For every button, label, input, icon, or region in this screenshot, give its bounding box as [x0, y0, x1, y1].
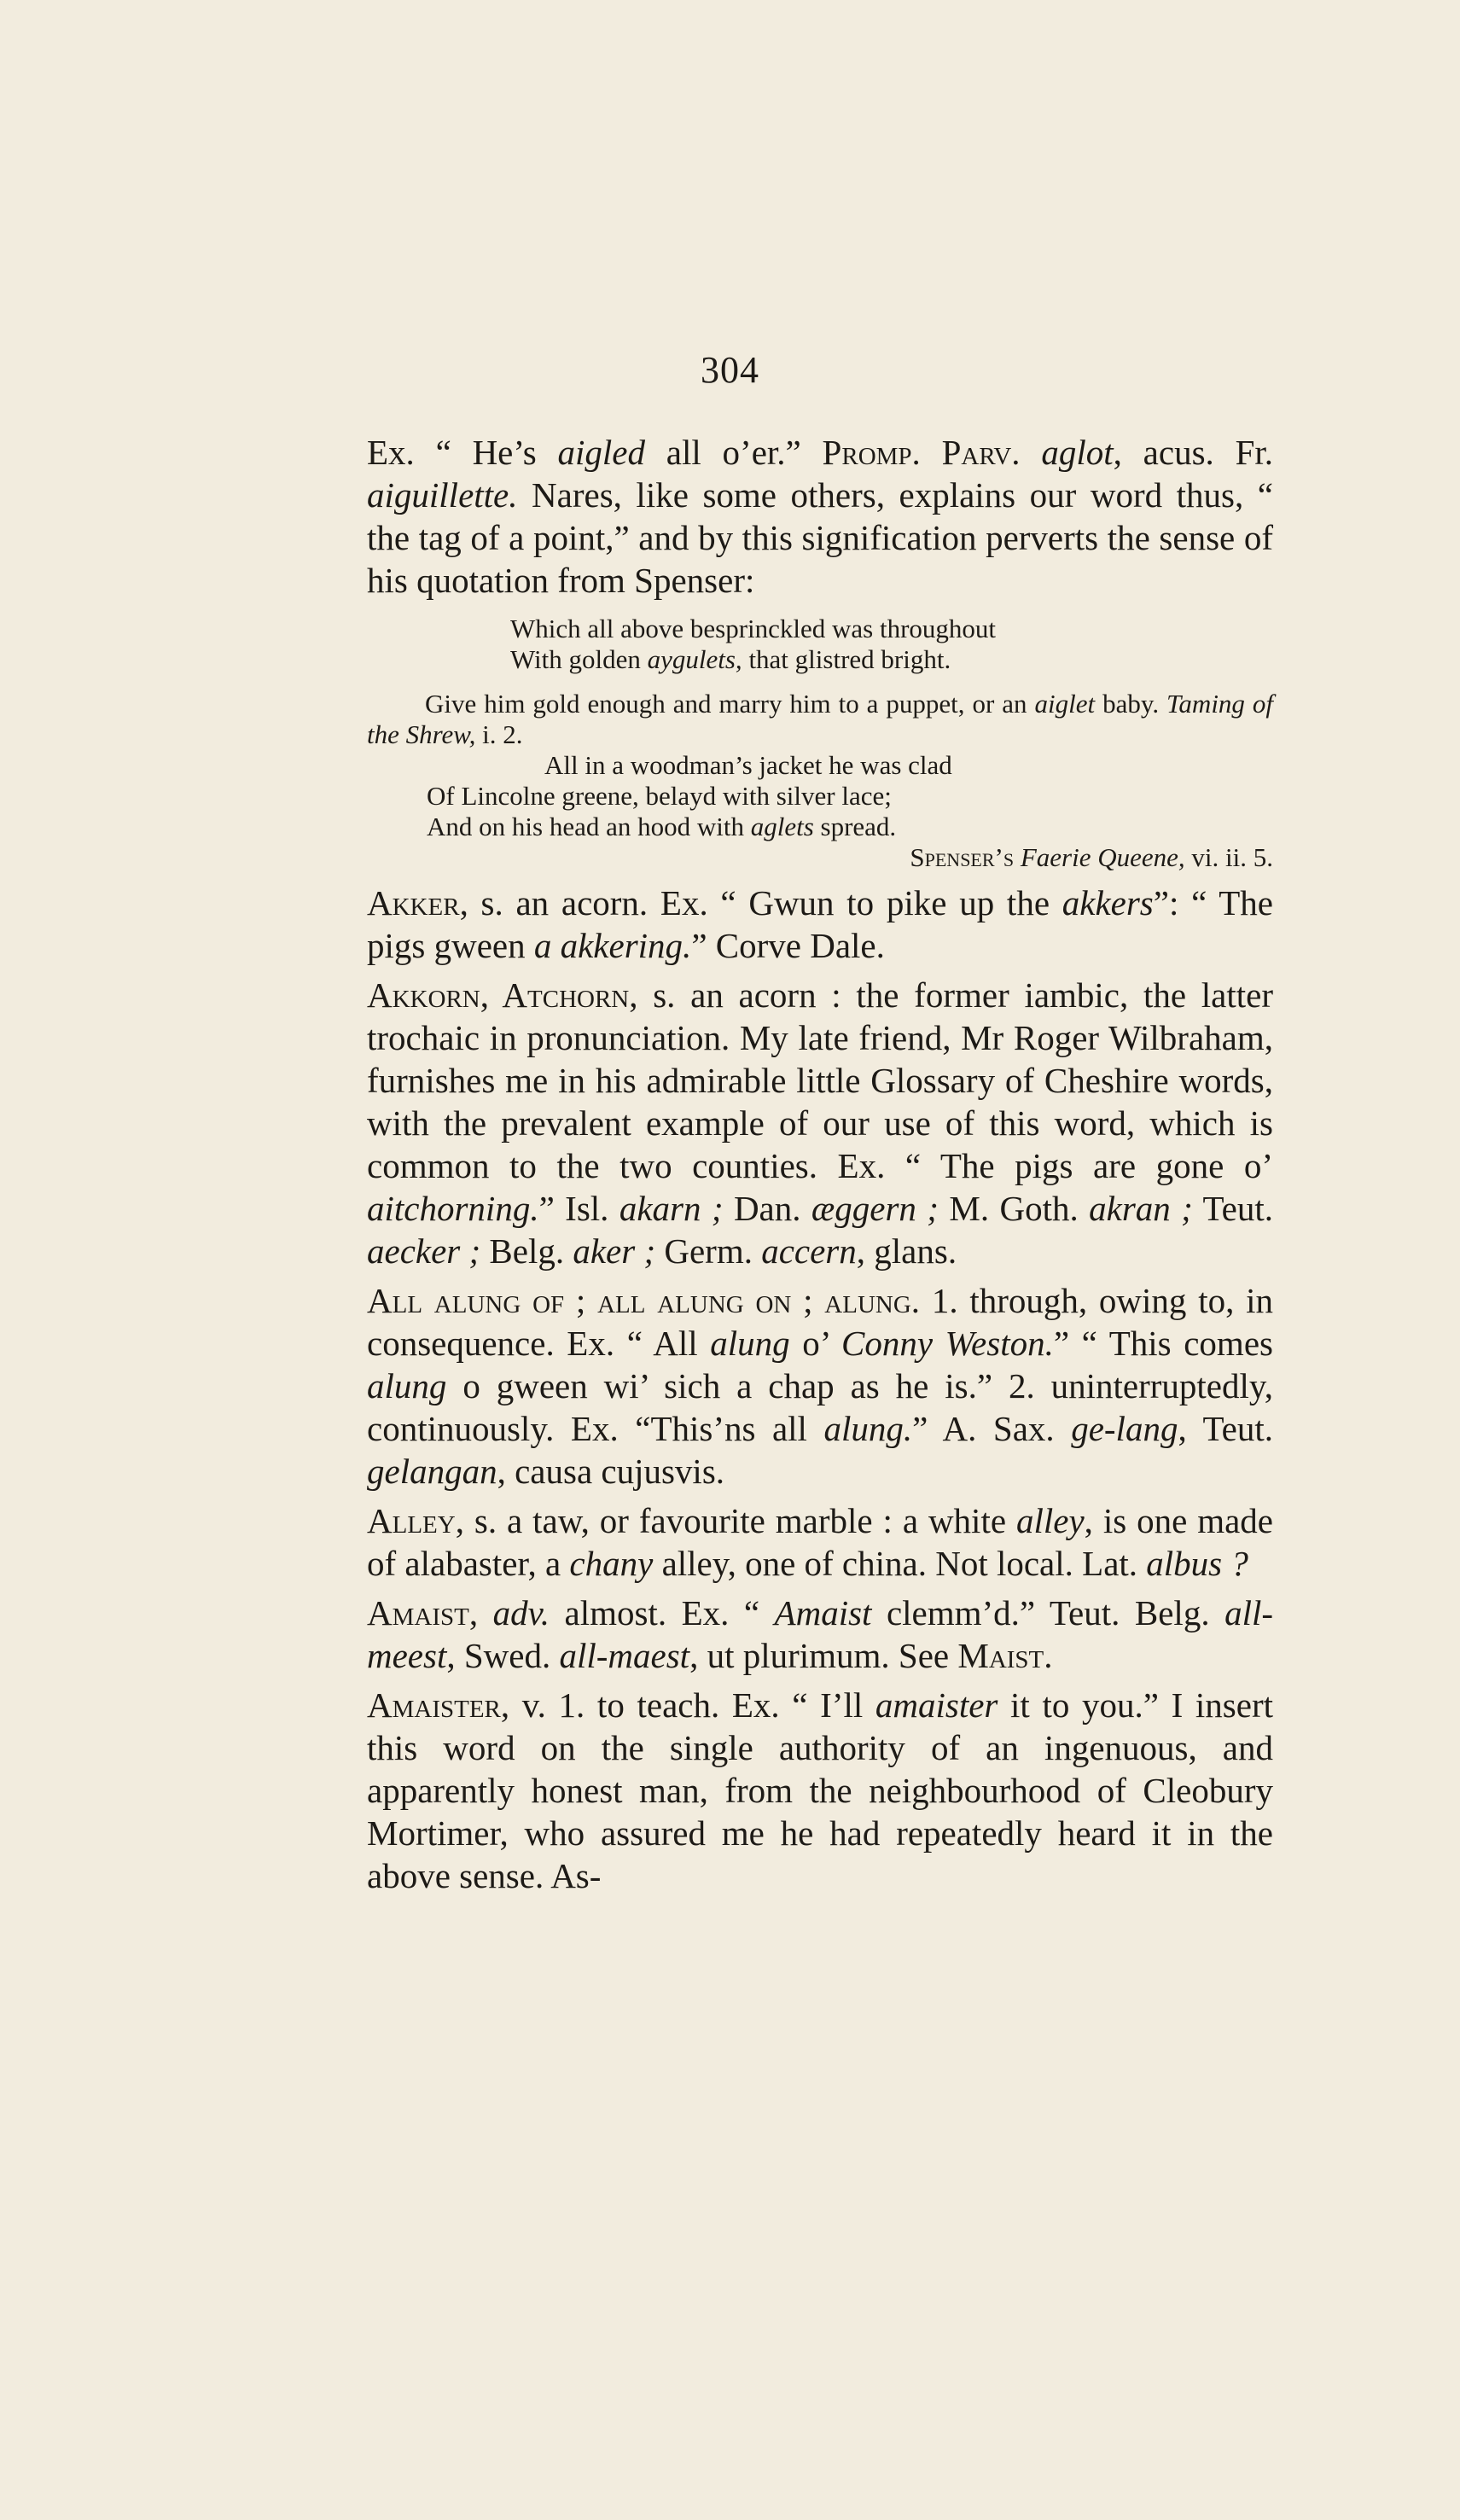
text-run: 1. through, owing to, in consequence. Ex. “ All [367, 1281, 1274, 1363]
italic-word: akran ; [1089, 1189, 1193, 1228]
italic-word: aygulets, [647, 644, 742, 674]
italic-word: aglot [1041, 433, 1114, 472]
quote-line: All in a woodman’s jacket he was clad [544, 750, 952, 780]
text-run: Dan. [723, 1189, 811, 1228]
headword: Amaister [367, 1685, 501, 1725]
quote-line [367, 644, 1273, 675]
author-name: Spenser’s [910, 842, 1015, 872]
headword: Akker [367, 883, 460, 922]
entry-alley [367, 1499, 1273, 1585]
italic-word: chany [569, 1544, 654, 1583]
italic-word: Conny Weston. [841, 1324, 1054, 1363]
italic-word: alung. [823, 1409, 913, 1448]
italic-word: Amaist [774, 1593, 872, 1632]
headword: All alung of ; all alung on ; alung. [367, 1281, 921, 1320]
italic-word: aecker ; [367, 1231, 481, 1271]
text-run: M. Goth. [938, 1189, 1090, 1228]
italic-word: aiglet [1034, 689, 1096, 719]
headword: Amaist [367, 1593, 469, 1632]
text-run: , s. an acorn : the former iambic, the latter trochaic in pronunciation. My late friend, Mr Roger Wilbraham, furnishes me in his admirable little Glossary of Cheshire words, with the prevalent example of our use of this word, which is common to the two counties. Ex. “ The pigs are gone o’ [367, 975, 1273, 1185]
headword: Alley [367, 1501, 456, 1540]
italic-word: aglets [750, 812, 814, 841]
text-run: Ex. “ He’s [367, 433, 558, 472]
text-run: , Swed. [446, 1636, 560, 1675]
text-run: i. 2. [475, 719, 523, 749]
italic-word: akkers [1062, 883, 1154, 922]
text-run: Nares, like some others, explains our word thus, “ the tag of a point,” and by this signification perverts the sense of his quotation from Spenser: [367, 475, 1273, 600]
text-run: baby. [1095, 689, 1167, 719]
entry-akkorn [367, 974, 1273, 1272]
text-run: vi. ii. 5. [1184, 842, 1273, 872]
text-run: o gween wi’ sich a chap as he is.” 2. uninterruptedly, continuously. Ex. “This’ns all [367, 1366, 1273, 1448]
italic-word: aigled [557, 433, 645, 472]
text-run: Teut. [1192, 1189, 1274, 1228]
source-citation: Promp. Parv. [822, 433, 1021, 472]
italic-word: Faerie Queene, [1014, 842, 1185, 872]
text-run: ” A. Sax. [912, 1409, 1072, 1448]
italic-word: Taming of the Shrew, [367, 689, 1274, 749]
italic-word: æggern ; [811, 1189, 939, 1228]
text-run: all o’er.” [645, 433, 823, 472]
text-run: , Teut. [1178, 1409, 1273, 1448]
text-run: alley, one of china. Not local. Lat. [653, 1544, 1147, 1583]
quote-line: Of Lincolne greene, belayd with silver lace; [427, 781, 892, 811]
text-run: o’ [789, 1324, 842, 1363]
italic-word: albus ? [1146, 1544, 1248, 1583]
text-run: And on his head an hood with [427, 812, 751, 841]
italic-word: gelangan [367, 1452, 497, 1491]
quote-prose [367, 689, 1273, 750]
text-run: spread. [813, 812, 897, 841]
text-run: ” “ This comes [1053, 1324, 1273, 1363]
quote-line: Which all above besprinckled was throughout [510, 614, 997, 643]
text-run: , glans. [856, 1231, 957, 1271]
text-run: , s. an acorn. Ex. “ Gwun to pike up the [459, 883, 1062, 922]
text-run: , s. a taw, or favourite marble : a white [455, 1501, 1016, 1540]
text-run: With golden [510, 644, 648, 674]
italic-word: all-meest [367, 1593, 1273, 1675]
italic-word: a akkering. [533, 926, 692, 965]
text-run: it to you.” I insert this word on the single authority of an ingenuous, and apparently honest man, from the neighbourhood of Cleobury Mortimer, who assured me he had repeatedly heard it in the above sense. As- [367, 1685, 1273, 1895]
italic-word: all-maest [559, 1636, 690, 1675]
text-run: , ut plurimum. See [689, 1636, 958, 1675]
italic-word: aiguillette. [367, 475, 518, 515]
entry-akker [367, 882, 1273, 967]
entry-all-alung [367, 1279, 1273, 1493]
text-run: , causa cujusvis. [497, 1452, 725, 1491]
text-run: ” Corve Dale. [691, 926, 885, 965]
text-run: Belg. [480, 1231, 573, 1271]
part-of-speech: adv. [492, 1593, 550, 1632]
headword: Akkorn, Atchorn [367, 975, 630, 1015]
italic-word: akarn ; [619, 1189, 724, 1228]
text-run: ” Isl. [538, 1189, 619, 1228]
quote-attribution [367, 842, 1273, 873]
text-column [367, 431, 1273, 1897]
cross-reference: Maist. [957, 1636, 1053, 1675]
quote-line [367, 812, 1273, 842]
italic-word: alung [367, 1366, 447, 1405]
text-run: Give him gold enough and marry him to a puppet, or an [425, 689, 1035, 719]
italic-word: amaister [875, 1685, 998, 1725]
text-run [1021, 433, 1042, 472]
quotation-block [367, 614, 1273, 873]
italic-word: aker ; [573, 1231, 656, 1271]
text-run: Germ. [655, 1231, 762, 1271]
entry-amaister [367, 1684, 1273, 1897]
text-run: almost. Ex. “ [550, 1593, 775, 1632]
opening-paragraph [367, 431, 1273, 602]
text-run: that glistred bright. [742, 644, 951, 674]
italic-word: alley [1015, 1501, 1085, 1540]
text-run: , [468, 1593, 493, 1632]
italic-word: ge-lang [1071, 1409, 1178, 1448]
entry-amaist [367, 1592, 1273, 1677]
italic-word: aitchorning. [367, 1189, 539, 1228]
page-number: 304 [701, 349, 759, 391]
italic-word: accern [761, 1231, 857, 1271]
text-run: clemm’d.” Teut. Belg. [871, 1593, 1225, 1632]
text-run: , v. 1. to teach. Ex. “ I’ll [500, 1685, 875, 1725]
text-run: , is one made of alabaster, a [367, 1501, 1273, 1583]
text-run: ”: “ The pigs gween [367, 883, 1273, 965]
text-run: , acus. Fr. [1113, 433, 1274, 472]
italic-word: alung [710, 1324, 790, 1363]
